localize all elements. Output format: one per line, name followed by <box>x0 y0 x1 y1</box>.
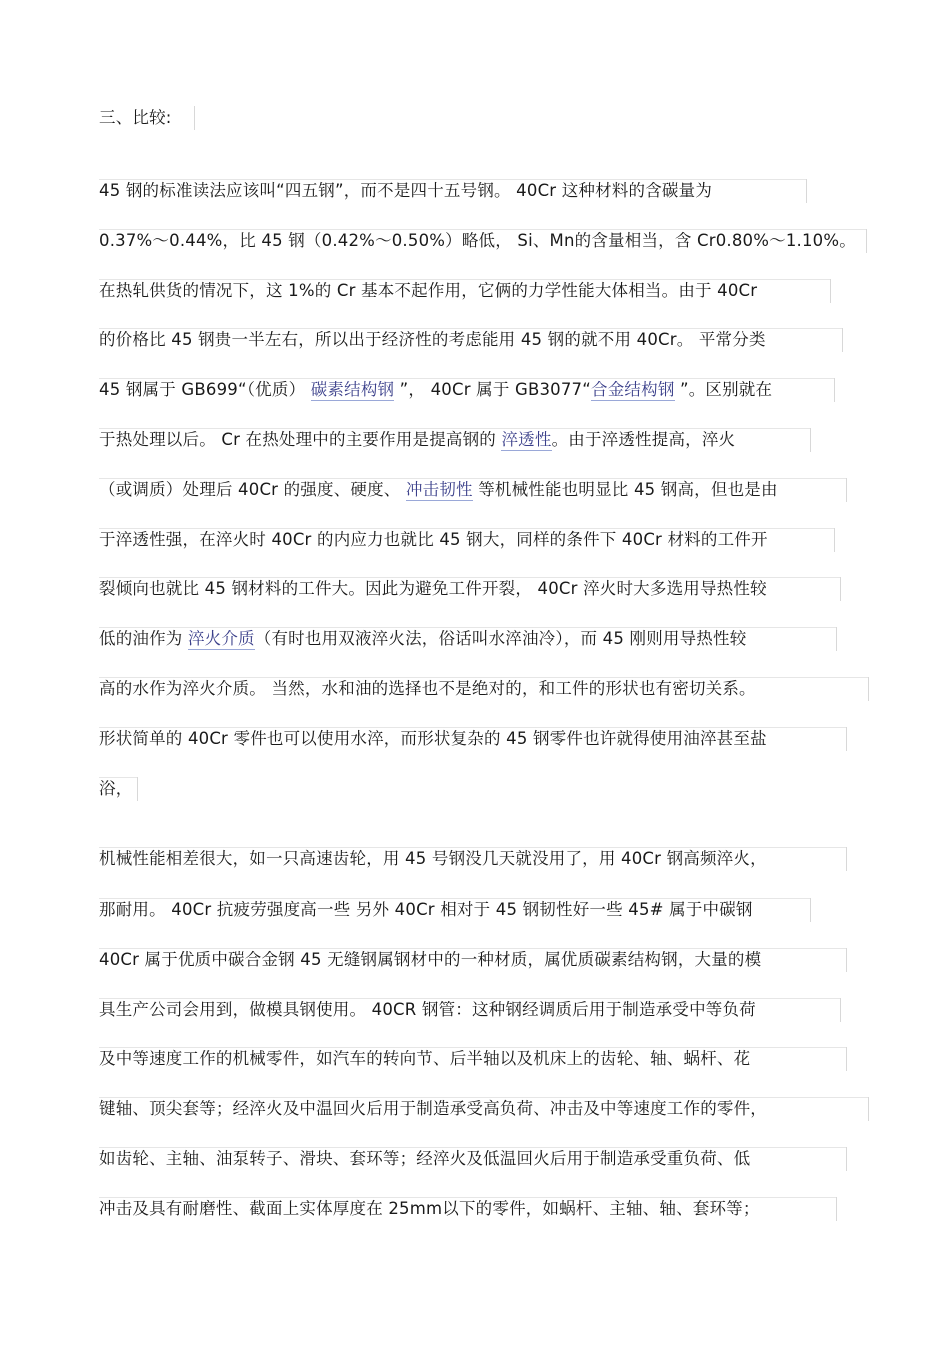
text-segment: 裂倾向也就比 45 钢材料的工件大。因此为避免工件开裂， 40Cr 淬火时大多选用导热性较 <box>99 579 767 598</box>
line-top-guide <box>99 898 810 899</box>
line-edge-mark <box>137 777 138 801</box>
term-link[interactable]: 合金结构钢 <box>591 380 675 399</box>
line-top-guide <box>99 998 840 999</box>
text-segment: 形状简单的 40Cr 零件也可以使用水淬，而形状复杂的 45 钢零件也许就得使用油淬甚至盐 <box>99 729 767 748</box>
line-top-guide <box>99 1147 846 1148</box>
line-edge-mark <box>868 677 869 701</box>
text-segment: （有时也用双液淬火法，俗话叫水淬油冷），而 45 刚则用导热性较 <box>254 629 747 648</box>
line-top-guide <box>99 677 868 678</box>
text-segment: 。由于淬透性提高，淬火 <box>551 430 736 449</box>
term-link[interactable]: 淬透性 <box>501 430 552 449</box>
text-segment: 浴， <box>99 779 133 798</box>
line-edge-mark <box>834 528 835 552</box>
line-edge-mark <box>810 898 811 922</box>
text-segment: 冲击及具有耐磨性、截面上实体厚度在 25mm以下的零件，如蜗杆、主轴、轴、套环等； <box>99 1199 760 1218</box>
line-edge-mark <box>836 1197 837 1221</box>
line-top-guide <box>99 627 836 628</box>
text-segment: ”， 40Cr 属于 GB3077“ <box>394 380 592 399</box>
line-top-guide <box>99 378 834 379</box>
line-edge-mark <box>840 998 841 1022</box>
line-top-guide <box>99 1047 846 1048</box>
term-link[interactable]: 淬火介质 <box>187 629 255 648</box>
line-top-guide <box>99 1197 836 1198</box>
text-segment: 具生产公司会用到，做模具钢使用。 40CR 钢管：这种钢经调质后用于制造承受中等负荷 <box>99 1000 756 1019</box>
text-segment: 0.37%～0.44%，比 45 钢（0.42%～0.50%）略低， Si、Mn的含量相当，含 Cr0.80%～1.10%。 <box>99 231 856 250</box>
text-segment: 及中等速度工作的机械零件，如汽车的转向节、后半轴以及机床上的齿轮、轴、蜗杆、花 <box>99 1049 751 1068</box>
line-edge-mark <box>836 627 837 651</box>
line-top-guide <box>99 948 846 949</box>
text-segment: 45 钢的标准读法应该叫“四五钢”，而不是四十五号钢。 40Cr 这种材料的含碳量为 <box>99 181 713 200</box>
line-top-guide <box>99 777 137 778</box>
text-segment: ”。区别就在 <box>674 380 773 399</box>
line-edge-mark <box>846 727 847 751</box>
line-edge-mark <box>834 378 835 402</box>
line-edge-mark <box>846 847 847 871</box>
text-segment: 高的水作为淬火介质。 当然，水和油的选择也不是绝对的，和工件的形状也有密切关系。 <box>99 679 756 698</box>
line-edge-mark <box>806 179 807 203</box>
term-link[interactable]: 碳素结构钢 <box>310 380 395 399</box>
line-edge-mark <box>866 229 867 253</box>
line-top-guide <box>99 229 866 230</box>
line-edge-mark <box>846 948 847 972</box>
line-edge-mark <box>868 1097 869 1121</box>
text-segment: 机械性能相差很大，如一只高速齿轮，用 45 号钢没几天就没用了，用 40Cr 钢高频淬火， <box>99 849 767 868</box>
line-edge-mark <box>846 1147 847 1171</box>
text-segment: 的价格比 45 钢贵一半左右，所以出于经济性的考虑能用 45 钢的就不用 40Cr。 平常分类 <box>99 330 766 349</box>
text-segment: 等机械性能也明显比 45 钢高，但也是由 <box>472 480 778 499</box>
text-segment: 在热轧供货的情况下，这 1%的 Cr 基本不起作用，它俩的力学性能大体相当。由于 40Cr <box>99 281 758 300</box>
section-heading: 三、比较: <box>99 108 172 127</box>
text-segment: 40Cr 属于优质中碳合金钢 45 无缝钢属钢材中的一种材质，属优质碳素结构钢，大量的模 <box>99 950 762 969</box>
text-segment: 于热处理以后。 Cr 在热处理中的主要作用是提高钢的 <box>99 430 502 449</box>
line-edge-mark <box>846 478 847 502</box>
text-segment: （或调质）处理后 40Cr 的强度、硬度、 <box>99 480 406 499</box>
line-top-guide <box>99 328 842 329</box>
text-segment: 那耐用。 40Cr 抗疲劳强度高一些 另外 40Cr 相对于 45 钢韧性好一些 45# 属于中碳钢 <box>99 900 753 919</box>
text-segment: 键轴、顶尖套等；经淬火及中温回火后用于制造承受高负荷、冲击及中等速度工作的零件， <box>99 1099 767 1118</box>
text-segment: 如齿轮、主轴、油泵转子、滑块、套环等；经淬火及低温回火后用于制造承受重负荷、低 <box>99 1149 751 1168</box>
line-top-guide <box>99 727 846 728</box>
line-edge-mark <box>194 106 195 130</box>
line-edge-mark <box>842 328 843 352</box>
text-segment: 于淬透性强，在淬火时 40Cr 的内应力也就比 45 钢大，同样的条件下 40Cr 材料的工件开 <box>99 530 768 549</box>
line-top-guide <box>99 528 834 529</box>
term-link[interactable]: 冲击韧性 <box>405 480 473 499</box>
line-edge-mark <box>840 577 841 601</box>
line-top-guide <box>99 428 810 429</box>
line-edge-mark <box>846 1047 847 1071</box>
line-top-guide <box>99 1097 868 1098</box>
text-segment: 低的油作为 <box>99 629 188 648</box>
line-edge-mark <box>830 279 831 303</box>
line-top-guide <box>99 478 846 479</box>
line-top-guide <box>99 179 806 180</box>
line-top-guide <box>99 577 840 578</box>
text-segment: 45 钢属于 GB699“（优质） <box>99 380 311 399</box>
line-edge-mark <box>810 428 811 452</box>
line-top-guide <box>99 279 830 280</box>
line-top-guide <box>99 847 846 848</box>
